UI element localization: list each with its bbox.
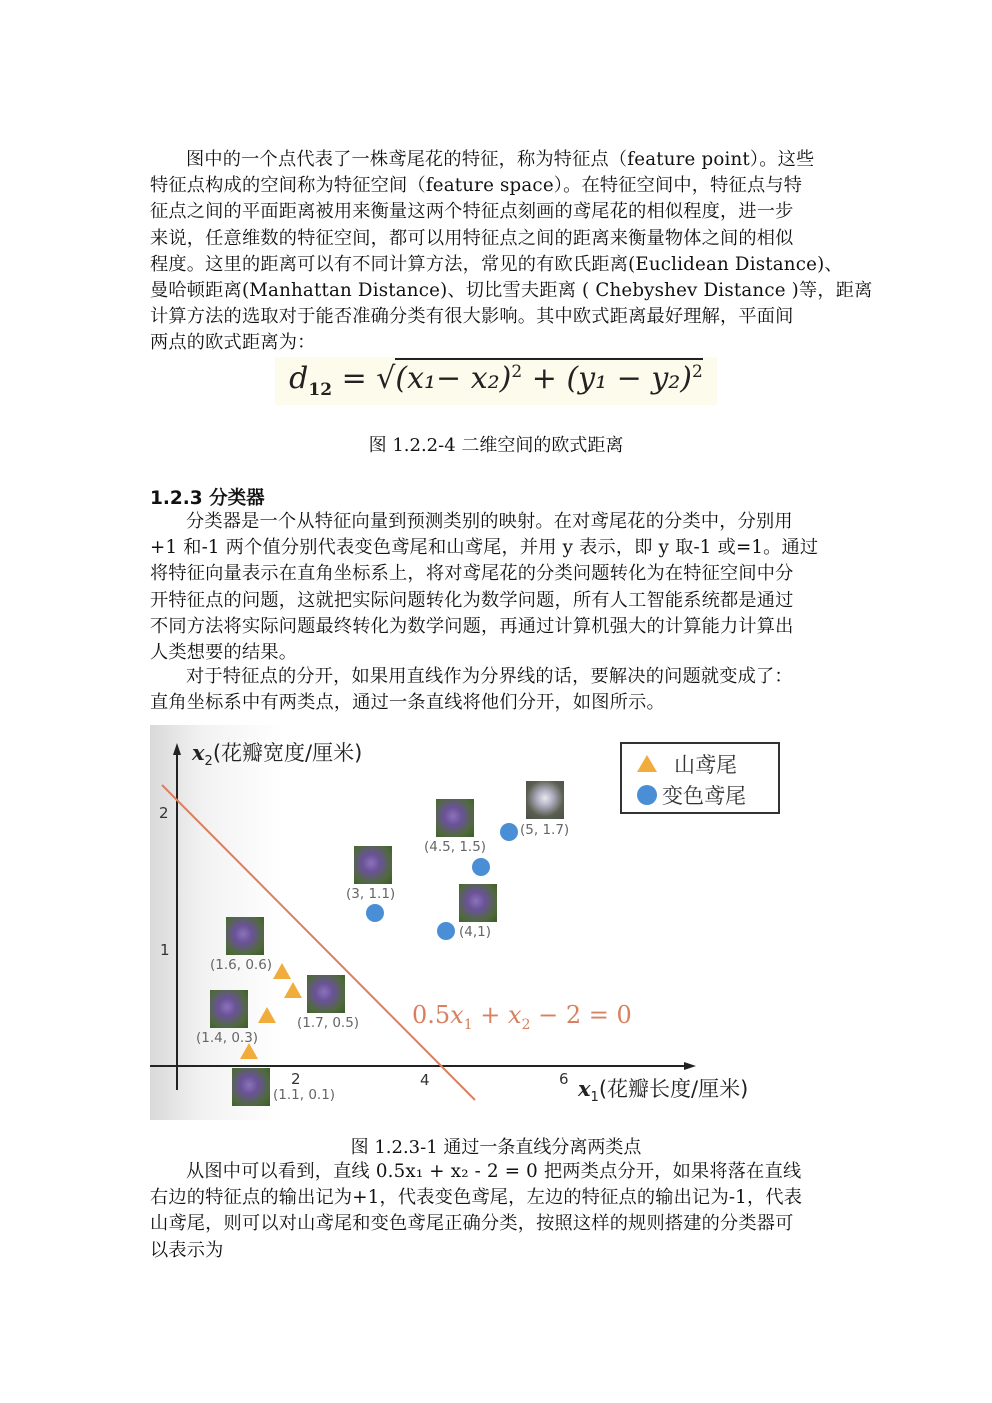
x-axis-title [578,1073,748,1105]
formula-equals: = [341,361,367,396]
triangle-marker-1-6 [273,963,291,979]
text-line: 图中的一个点代表了一株鸢尾花的特征，称为特征点（feature point）。这些 [186,149,815,170]
iris-photo-1-6 [226,917,264,955]
formula-plus: + [531,361,557,396]
euclidean-distance-formula [275,357,717,405]
formula-exp2: 2 [692,362,703,382]
formula-term2: (y₁ − y₂) [566,361,693,396]
circle-marker-3 [366,904,384,922]
legend-label-triangle: 山鸢尾 [674,753,737,777]
text-line: 两点的欧式距离为： [150,332,316,354]
point-label-4-5: (4.5, 1.5) [424,839,487,855]
iris-photo-3 [354,846,392,884]
text-line: 直角坐标系中有两类点，通过一条直线将他们分开，如图所示。 [150,692,665,714]
chart-legend [620,742,780,814]
legend-item-shan-yuanwei [622,747,778,779]
formula-lhs: d [289,361,309,396]
formula-text [275,361,717,400]
iris-photo-1-1 [232,1068,270,1106]
x-axis-arrow-icon [684,1062,696,1070]
point-label-1-1: (1.1, 0.1) [273,1087,336,1103]
section-number: 1.2.3 [150,488,203,509]
iris-scatter-chart [150,725,808,1120]
iris-photo-4-5 [436,799,474,837]
triangle-legend-icon [634,750,664,780]
text-line: 人类想要的结果。 [150,642,298,664]
y-tick-1: 1 [160,941,170,959]
iris-photo-1-7 [307,975,345,1013]
triangle-marker-1-7 [284,982,302,998]
y-axis-unit: (花瓣宽度/厘米) [212,741,363,765]
x-axis-variable: x [578,1076,591,1101]
figure-caption-separation: 图 1.2.3-1 通过一条直线分离两类点 [350,1137,642,1158]
text-line: +1 和-1 两个值分别代表变色鸢尾和山鸢尾，并用 y 表示，即 y 取-1 或=1。通过 [150,537,819,559]
text-line: 对于特征点的分开，如果用直线作为分界线的话，要解决的问题就变成了： [186,666,793,687]
text-line: 特征点构成的空间称为特征空间（feature space）。在特征空间中，特征点与特 [150,175,803,197]
x-tick-2: 2 [291,1070,301,1088]
figure-caption-euclidean: 图 1.2.2-4 二维空间的欧式距离 [368,435,624,456]
eq-x2: x [508,1001,522,1029]
text-line: 分类器是一个从特征向量到预测类别的映射。在对鸢尾花的分类中，分别用 [186,511,793,532]
eq-end: − 2 = 0 [530,1001,632,1029]
circle-marker-4 [437,922,455,940]
point-label-5: (5, 1.7) [520,822,570,838]
text-line: 将特征向量表示在直角坐标系上，将对鸢尾花的分类问题转化为在特征空间中分 [150,563,794,585]
paragraph-feature-space [150,147,873,357]
eq-sub2: 2 [521,1016,531,1033]
triangle-marker-1-4 [258,1007,276,1023]
text-line: 右边的特征点的输出记为+1，代表变色鸢尾，左边的特征点的输出记为-1，代表 [150,1187,803,1209]
text-line: 来说，任意维数的特征空间，都可以用特征点之间的距离来衡量物体之间的相似 [150,227,794,249]
point-label-1-6: (1.6, 0.6) [210,957,273,973]
eq-coef: 0.5 [412,1001,451,1029]
paragraph-separation [150,664,842,716]
circle-marker-4-5 [472,858,490,876]
formula-term1: (x₁− x₂) [395,361,512,396]
text-line: 征点之间的平面距离被用来衡量这两个特征点刻画的鸢尾花的相似程度，进一步 [150,201,794,223]
text-line: 开特征点的问题，这就把实际问题转化为数学问题，所有人工智能系统都是通过 [150,589,794,611]
text-line: 不同方法将实际问题最终转化为数学问题，再通过计算机强大的计算能力计算出 [150,615,794,637]
text-line: 计算方法的选取对于能否准确分类有很大影响。其中欧式距离最好理解，平面间 [150,306,794,328]
formula-lhs-subscript: 12 [308,380,333,400]
radicand [395,358,702,396]
sqrt-symbol: √ [376,361,396,396]
circle-marker-5 [500,823,518,841]
iris-photo-5 [526,781,564,819]
x-axis-unit: (花瓣长度/厘米) [598,1077,749,1101]
point-label-1-4: (1.4, 0.3) [196,1030,259,1046]
paragraph-classifier [150,509,842,666]
text-line: 以表示为 [150,1239,224,1261]
point-label-4: (4,1) [459,924,492,940]
decision-boundary-line [162,785,475,1100]
x-axis-subscript: 1 [590,1090,599,1106]
y-axis-arrow-icon [173,743,181,755]
paragraph-classifier-rule [150,1159,842,1264]
y-tick-2: 2 [159,804,169,822]
point-label-3: (3, 1.1) [346,886,396,902]
iris-photo-4 [459,884,497,922]
eq-sub1: 1 [463,1016,473,1033]
text-line: 从图中可以看到，直线 0.5x₁ + x₂ - 2 = 0 把两类点分开，如果将落在直线 [186,1161,802,1182]
text-line: 曼哈顿距离(Manhattan Distance)、切比雪夫距离 ( Chebyshev Distance )等，距离 [150,280,873,302]
circle-legend-icon [634,781,664,811]
y-axis-subscript: 2 [204,754,213,770]
point-label-1-7: (1.7, 0.5) [297,1015,360,1031]
x-tick-4: 4 [420,1071,430,1089]
boundary-equation-label [412,1001,632,1033]
iris-photo-1-4 [210,990,248,1028]
text-line: 山鸢尾，则可以对山鸢尾和变色鸢尾正确分类，按照这样的规则搭建的分类器可 [150,1213,794,1235]
y-axis-variable: x [192,740,205,765]
section-title: 分类器 [209,488,265,509]
x-tick-6: 6 [559,1070,569,1088]
text-line: 程度。这里的距离可以有不同计算方法，常见的有欧氏距离(Euclidean Distance)、 [150,253,843,275]
legend-label-circle: 变色鸢尾 [662,784,746,808]
formula-exp1: 2 [511,362,523,382]
eq-plus: + [472,1001,509,1029]
y-axis-title [192,737,362,769]
eq-x1: x [450,1001,464,1029]
legend-item-bianse-yuanwei [622,778,778,810]
section-heading [150,484,265,510]
